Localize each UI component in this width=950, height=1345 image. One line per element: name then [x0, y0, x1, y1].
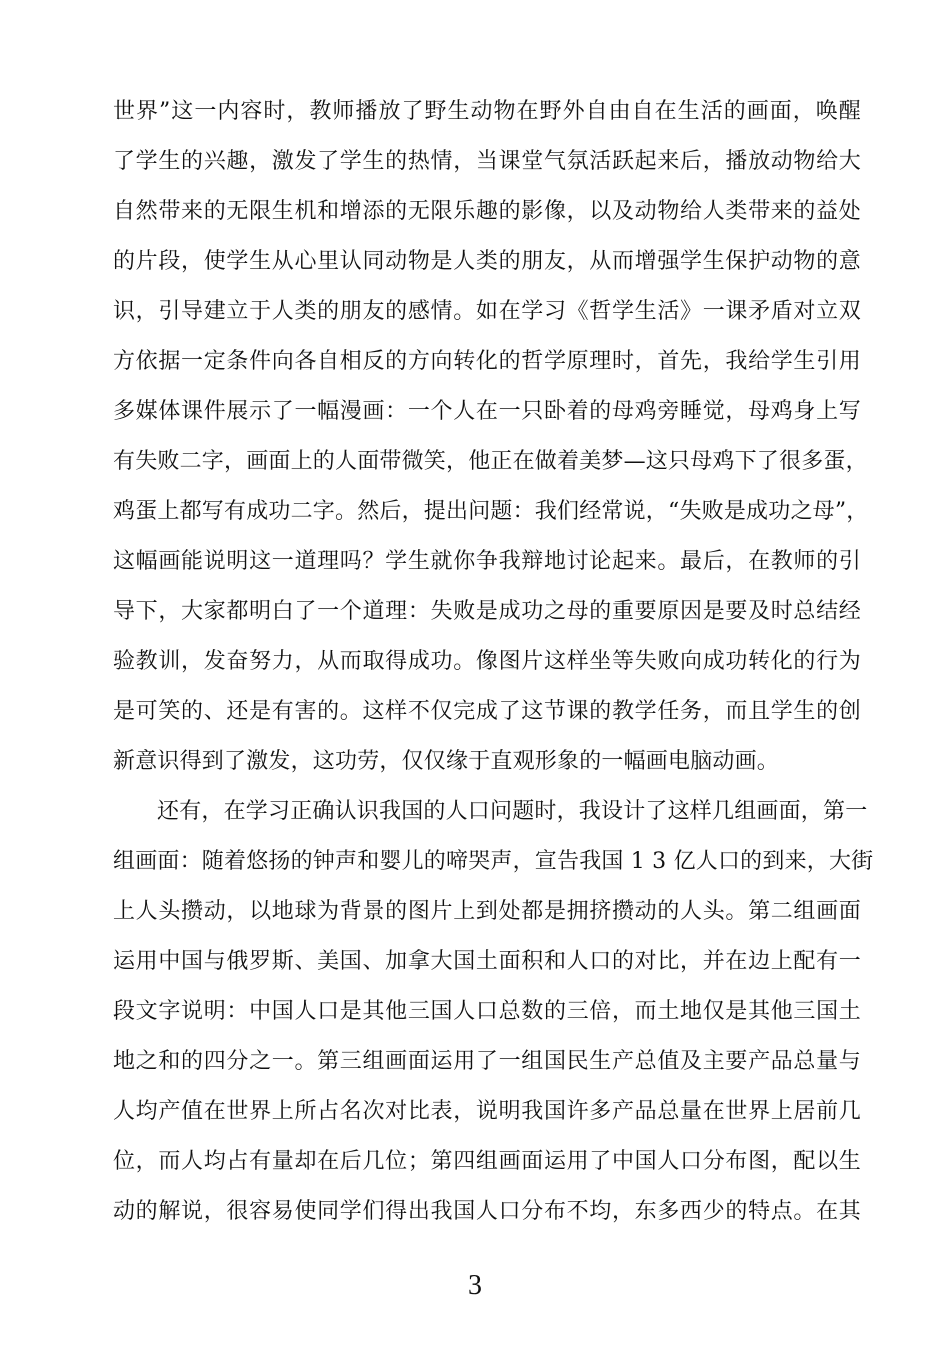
text-line: 动的解说，很容易使同学们得出我国人口分布不均，东多西少的特点。在其 [113, 1199, 861, 1224]
text-line: 验教训，发奋努力，从而取得成功。像图片这样坐等失败向成功转化的行为 [113, 649, 861, 674]
text-line: 位，而人均占有量却在后几位；第四组画面运用了中国人口分布图，配以生 [113, 1149, 861, 1174]
text-line: 世界”这一内容时，教师播放了野生动物在野外自由自在生活的画面，唤醒 [113, 99, 861, 124]
text-line: 了学生的兴趣，激发了学生的热情，当课堂气氛活跃起来后，播放动物给大 [113, 149, 861, 174]
text-line: 有失败二字，画面上的人面带微笑，他正在做着美梦—这只母鸡下了很多蛋， [113, 449, 868, 474]
text-line: 运用中国与俄罗斯、美国、加拿大国土面积和人口的对比，并在边上配有一 [113, 949, 861, 974]
text-line: 人均产值在世界上所占名次对比表，说明我国许多产品总量在世界上居前几 [113, 1099, 861, 1124]
text-line: 多媒体课件展示了一幅漫画：一个人在一只卧着的母鸡旁睡觉，母鸡身上写 [113, 399, 861, 424]
text-line: 上人头攒动，以地球为背景的图片上到处都是拥挤攒动的人头。第二组画面 [113, 899, 861, 924]
text-line: 还有，在学习正确认识我国的人口问题时，我设计了这样几组画面，第一 [157, 799, 868, 824]
text-line: 识，引导建立于人类的朋友的感情。如在学习《哲学生活》一课矛盾对立双 [113, 299, 861, 324]
text-line: 地之和的四分之一。第三组画面运用了一组国民生产总值及主要产品总量与 [113, 1049, 861, 1074]
text-line: 导下，大家都明白了一个道理：失败是成功之母的重要原因是要及时总结经 [113, 599, 861, 624]
text-line: 方依据一定条件向各自相反的方向转化的哲学原理时，首先，我给学生引用 [113, 349, 861, 374]
text-line: 鸡蛋上都写有成功二字。然后，提出问题：我们经常说，“失败是成功之母”， [113, 499, 869, 524]
text-line: 是可笑的、还是有害的。这样不仅完成了这节课的教学任务，而且学生的创 [113, 699, 861, 724]
text-line: 自然带来的无限生机和增添的无限乐趣的影像，以及动物给人类带来的益处 [113, 199, 861, 224]
text-line: 段文字说明：中国人口是其他三国人口总数的三倍，而土地仅是其他三国土 [113, 999, 861, 1024]
page-number: 3 [468, 1270, 482, 1301]
text-line: 新意识得到了激发，这功劳，仅仅缘于直观形象的一幅画电脑动画。 [113, 749, 780, 774]
text-line: 这幅画能说明这一道理吗？学生就你争我辩地讨论起来。最后，在教师的引 [113, 549, 861, 574]
text-line: 组画面：随着悠扬的钟声和婴儿的啼哭声，宣告我国 1 3 亿人口的到来，大街 [113, 849, 874, 874]
text-line: 的片段，使学生从心里认同动物是人类的朋友，从而增强学生保护动物的意 [113, 249, 861, 274]
